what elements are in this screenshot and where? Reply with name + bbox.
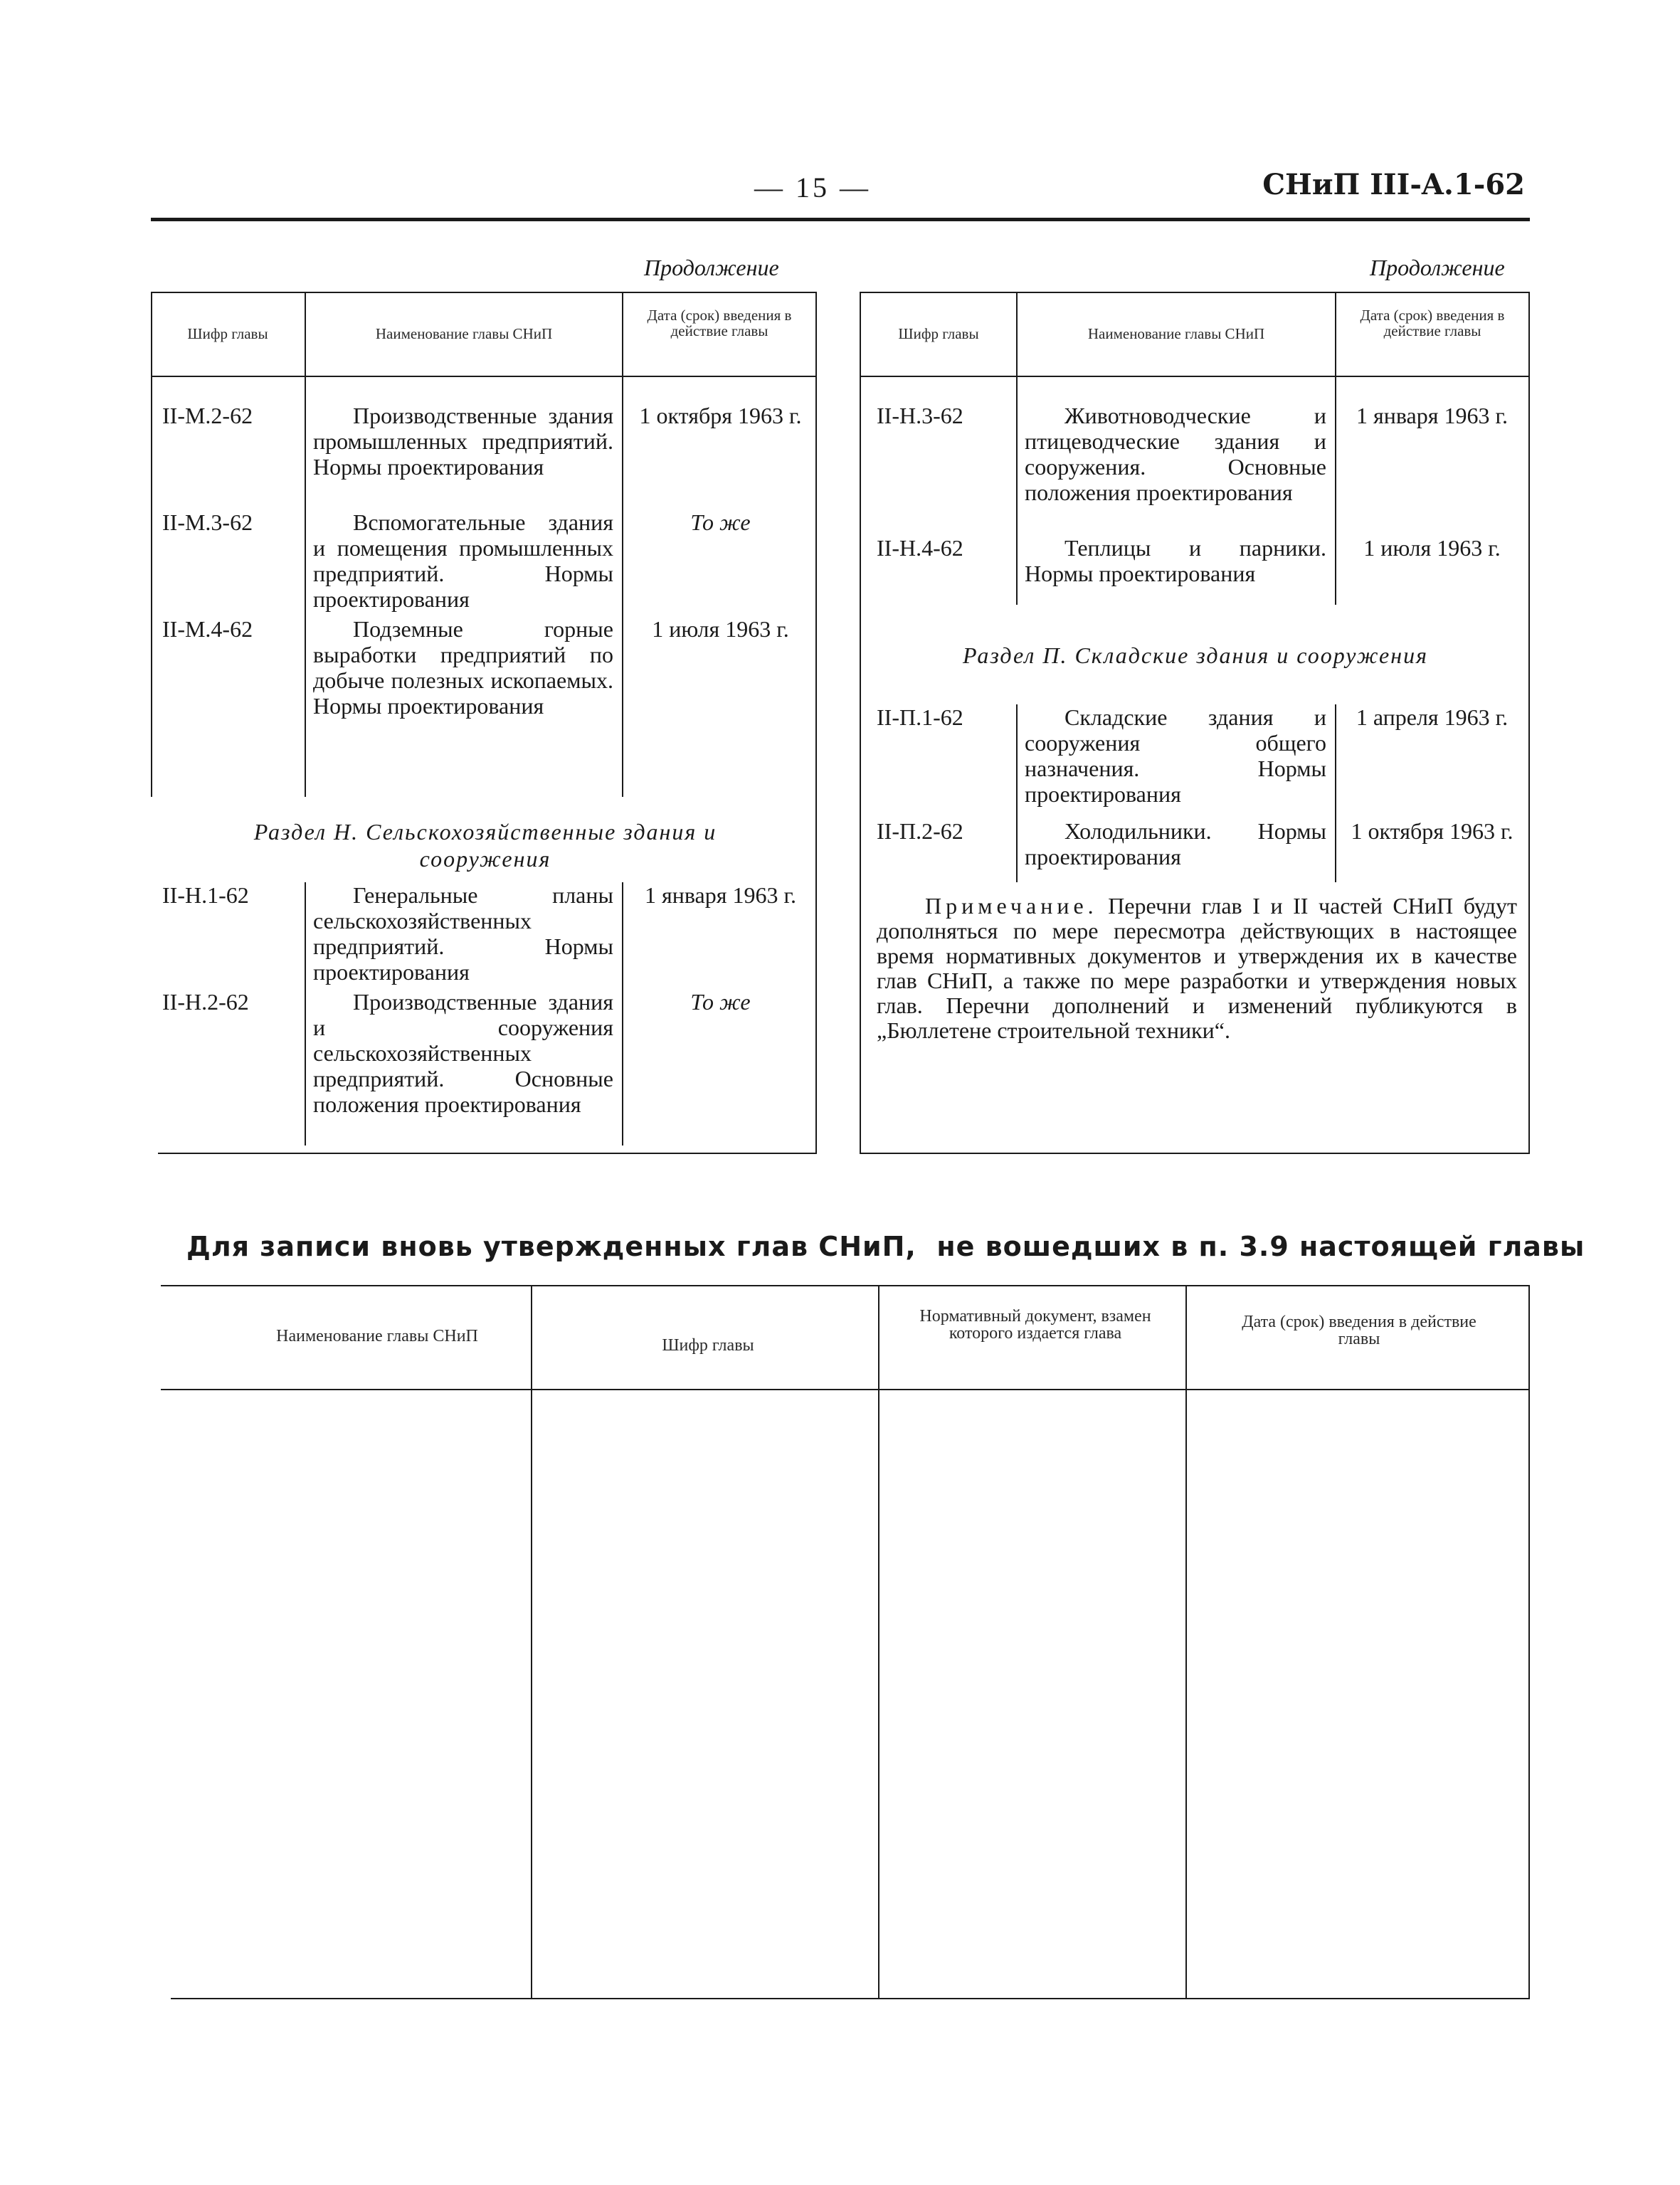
table-row-name: Производственные здания промышленных предприятий. Нормы проектирования bbox=[313, 403, 613, 480]
table-row-name: Подземные горные выработки предприятий по добыче полезных ископаемых. Нормы проектирования bbox=[313, 616, 613, 719]
right-col-divider-4 bbox=[1335, 704, 1336, 882]
right-header-rule bbox=[860, 376, 1530, 377]
bottom-table-right-edge bbox=[1528, 1285, 1530, 1998]
table-row-code: II-Н.1-62 bbox=[162, 882, 249, 908]
left-col-divider-2 bbox=[622, 292, 623, 797]
table-row-code: II-Н.2-62 bbox=[162, 989, 249, 1015]
header-rule bbox=[151, 218, 1530, 221]
right-table-left-edge bbox=[860, 292, 861, 1153]
table-row-date: 1 июля 1963 г. bbox=[1363, 535, 1501, 561]
left-table-bottom-rule bbox=[158, 1153, 817, 1154]
bottom-table-bottom-rule bbox=[171, 1998, 1530, 1999]
table-row-name: Складские здания и сооружения общего назначения. Нормы проектирования bbox=[1025, 704, 1326, 807]
left-table-right-edge bbox=[815, 292, 817, 1153]
table-row-name: Генеральные планы сельскохозяйственных предприятий. Нормы проектирования bbox=[313, 882, 613, 985]
table-row-code: II-Н.3-62 bbox=[877, 403, 963, 428]
table-row-date: 1 января 1963 г. bbox=[1356, 403, 1508, 428]
table-row-code: II-M.4-62 bbox=[162, 616, 253, 642]
right-table-top-rule bbox=[860, 292, 1530, 293]
right-col-divider-1 bbox=[1016, 292, 1018, 605]
right-col-divider-2 bbox=[1335, 292, 1336, 605]
left-col-divider-4 bbox=[622, 882, 623, 1146]
left-header-name: Наименование главы СНиП bbox=[375, 325, 553, 342]
bottom-table-title: Для записи вновь утвержденных глав СНиП, не вошедших в п. 3.9 настоящей главы bbox=[186, 1231, 1585, 1262]
table-row-code: II-П.2-62 bbox=[877, 818, 963, 844]
bottom-header-document: Нормативный документ, взамен которого издается глава bbox=[919, 1307, 1151, 1343]
page-number: — 15 — bbox=[754, 171, 871, 203]
table-row-date: 1 октября 1963 г. bbox=[639, 403, 802, 428]
right-header-date: Дата (срок) введения в действие главы bbox=[1360, 307, 1505, 339]
right-header-code: Шифр главы bbox=[898, 325, 979, 342]
left-header-date: Дата (срок) введения в действие главы bbox=[647, 307, 792, 339]
table-row-date: 1 октября 1963 г. bbox=[1351, 818, 1513, 844]
table-row-date: 1 апреля 1963 г. bbox=[1356, 704, 1509, 730]
note-text: Перечни глав I и II частей СНиП будут дополняться по мере пересмотра действующих в настоящее время нормативных документов и утверждения их в качестве глав СНиП, а также по мере разработки и утверждения новых глав. Перечни дополнений и изменений публикуются в „Бюллетене строительной техники“. bbox=[877, 893, 1518, 1043]
section-heading-p: Раздел П. Складские здания и сооружения bbox=[963, 642, 1428, 668]
left-table-top-rule bbox=[151, 292, 817, 293]
table-row-code: II-M.2-62 bbox=[162, 403, 253, 428]
table-row-name: Животноводческие и птицеводческие здания и сооружения. Основные положения проектирования bbox=[1025, 403, 1326, 505]
table-row-code: II-M.3-62 bbox=[162, 509, 253, 535]
table-row-name: Холодильники. Нормы проектирования bbox=[1025, 818, 1326, 869]
table-row-date: 1 января 1963 г. bbox=[645, 882, 796, 908]
bottom-table-top-rule bbox=[161, 1285, 1530, 1286]
bottom-col-divider-2 bbox=[878, 1285, 879, 1998]
bottom-col-divider-3 bbox=[1185, 1285, 1187, 1998]
right-table-bottom-rule bbox=[860, 1153, 1530, 1154]
bottom-header-name: Наименование главы СНиП bbox=[276, 1327, 478, 1345]
note-paragraph bbox=[877, 894, 1517, 1043]
note-label: Примечание. bbox=[925, 893, 1098, 919]
right-col-divider-3 bbox=[1016, 704, 1018, 882]
table-row-code: II-П.1-62 bbox=[877, 704, 963, 730]
table-row-name: Производственные здания и сооружения сельскохозяйственных предприятий. Основные положения проектирования bbox=[313, 989, 613, 1117]
table-row-name: Теплицы и парники. Нормы проектирования bbox=[1025, 535, 1326, 586]
table-row-date: То же bbox=[690, 989, 751, 1015]
left-continuation-label: Продолжение bbox=[644, 255, 779, 280]
table-row-date: То же bbox=[690, 509, 751, 535]
left-col-divider-3 bbox=[305, 882, 306, 1146]
bottom-header-rule bbox=[161, 1389, 1530, 1390]
left-table-edge bbox=[151, 292, 152, 797]
table-row-date: 1 июля 1963 г. bbox=[652, 616, 789, 642]
bottom-header-date: Дата (срок) введения в действие главы bbox=[1242, 1313, 1476, 1348]
right-continuation-label: Продолжение bbox=[1370, 255, 1505, 280]
bottom-header-code: Шифр главы bbox=[662, 1336, 754, 1355]
right-table-right-edge bbox=[1528, 292, 1530, 1153]
table-row-code: II-Н.4-62 bbox=[877, 535, 963, 561]
table-row-name: Вспомогательные здания и помещения промышленных предприятий. Нормы проектирования bbox=[313, 509, 613, 612]
bottom-col-divider-1 bbox=[531, 1285, 532, 1998]
left-header-code: Шифр главы bbox=[187, 325, 268, 342]
right-header-name: Наименование главы СНиП bbox=[1087, 325, 1265, 342]
left-col-divider-1 bbox=[305, 292, 306, 797]
section-heading-n: Раздел Н. Сельскохозяйственные здания и сооружения bbox=[253, 819, 717, 872]
left-header-rule bbox=[151, 376, 817, 377]
document-code: СНиП III-A.1-62 bbox=[1262, 168, 1525, 201]
